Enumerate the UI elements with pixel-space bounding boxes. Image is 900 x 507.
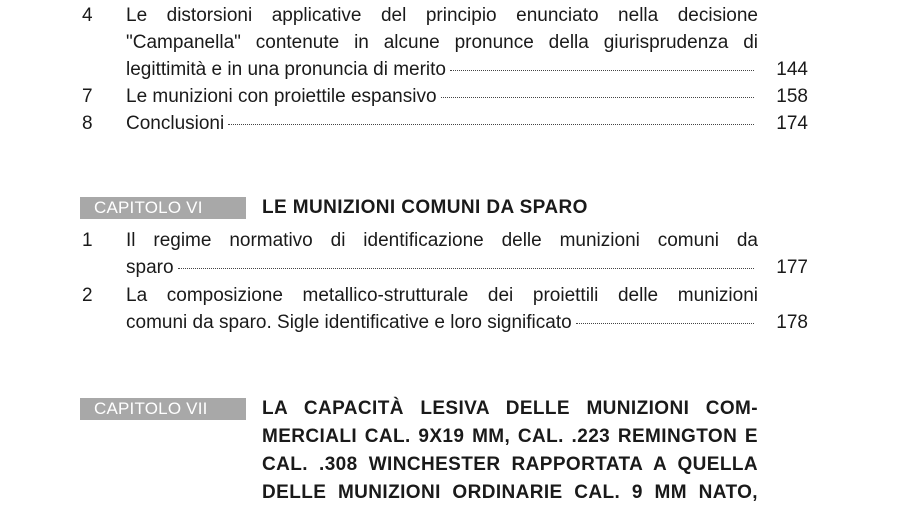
entry-line: Conclusioni [126, 113, 225, 134]
entry-line: "Campanella" contenute in alcune pronunce della giurisprudenza di [126, 32, 758, 53]
entry-number: 1 [82, 230, 93, 251]
entry-last-line [126, 83, 758, 110]
toc-entry [0, 282, 900, 336]
dot-leader [228, 124, 754, 125]
chapter-title-line: LA CAPACITÀ LESIVA DELLE MUNIZIONI COM- [262, 398, 758, 419]
entry-last-line [126, 254, 758, 281]
chapter-title [262, 194, 588, 222]
toc-entry [0, 227, 900, 281]
entry-text [126, 282, 758, 336]
dot-leader [576, 323, 754, 324]
entry-line: La composizione metallico-strutturale dei proiettili delle munizioni [126, 285, 758, 306]
toc-entry [0, 83, 900, 110]
entry-last-line [126, 110, 758, 137]
dot-leader [441, 97, 754, 98]
toc-entry [0, 110, 900, 137]
toc-entry [0, 2, 900, 83]
page-number: 144 [776, 59, 808, 80]
chapter-title-line: MERCIALI CAL. 9X19 MM, CAL. .223 REMINGTON E [262, 426, 758, 447]
entry-number: 8 [82, 113, 93, 134]
entry-text [126, 110, 758, 137]
entry-number: 7 [82, 86, 93, 107]
chapter-label: CAPITOLO VI [80, 197, 246, 219]
page-number: 178 [776, 312, 808, 333]
entry-line: Le distorsioni applicative del principio enunciato nella decisione [126, 5, 758, 26]
entry-line: Le munizioni con proiettile espansivo [126, 86, 437, 107]
entry-text [126, 2, 758, 83]
entry-line: Il regime normativo di identificazione delle munizioni comuni da [126, 230, 758, 251]
entry-text [126, 83, 758, 110]
entry-line: comuni da sparo. Sigle identificative e loro significato [126, 312, 572, 333]
page-number: 158 [776, 86, 808, 107]
entry-text [126, 227, 758, 281]
page-number: 174 [776, 113, 808, 134]
chapter-label: CAPITOLO VII [80, 398, 246, 420]
entry-line: sparo [126, 257, 174, 278]
page-number: 177 [776, 257, 808, 278]
dot-leader [178, 268, 754, 269]
entry-last-line [126, 309, 758, 336]
entry-last-line [126, 56, 758, 83]
dot-leader [450, 70, 754, 71]
chapter-title-line: CAL. .308 WINCHESTER RAPPORTATA A QUELLA [262, 454, 758, 475]
chapter-title-line: DELLE MUNIZIONI ORDINARIE CAL. 9 MM NATO, [262, 482, 758, 503]
entry-number: 4 [82, 5, 93, 26]
chapter-title-line: LE MUNIZIONI COMUNI DA SPARO [262, 197, 588, 218]
entry-line: legittimità e in una pronuncia di merito [126, 59, 447, 80]
entry-number: 2 [82, 285, 93, 306]
chapter-title [262, 395, 758, 507]
